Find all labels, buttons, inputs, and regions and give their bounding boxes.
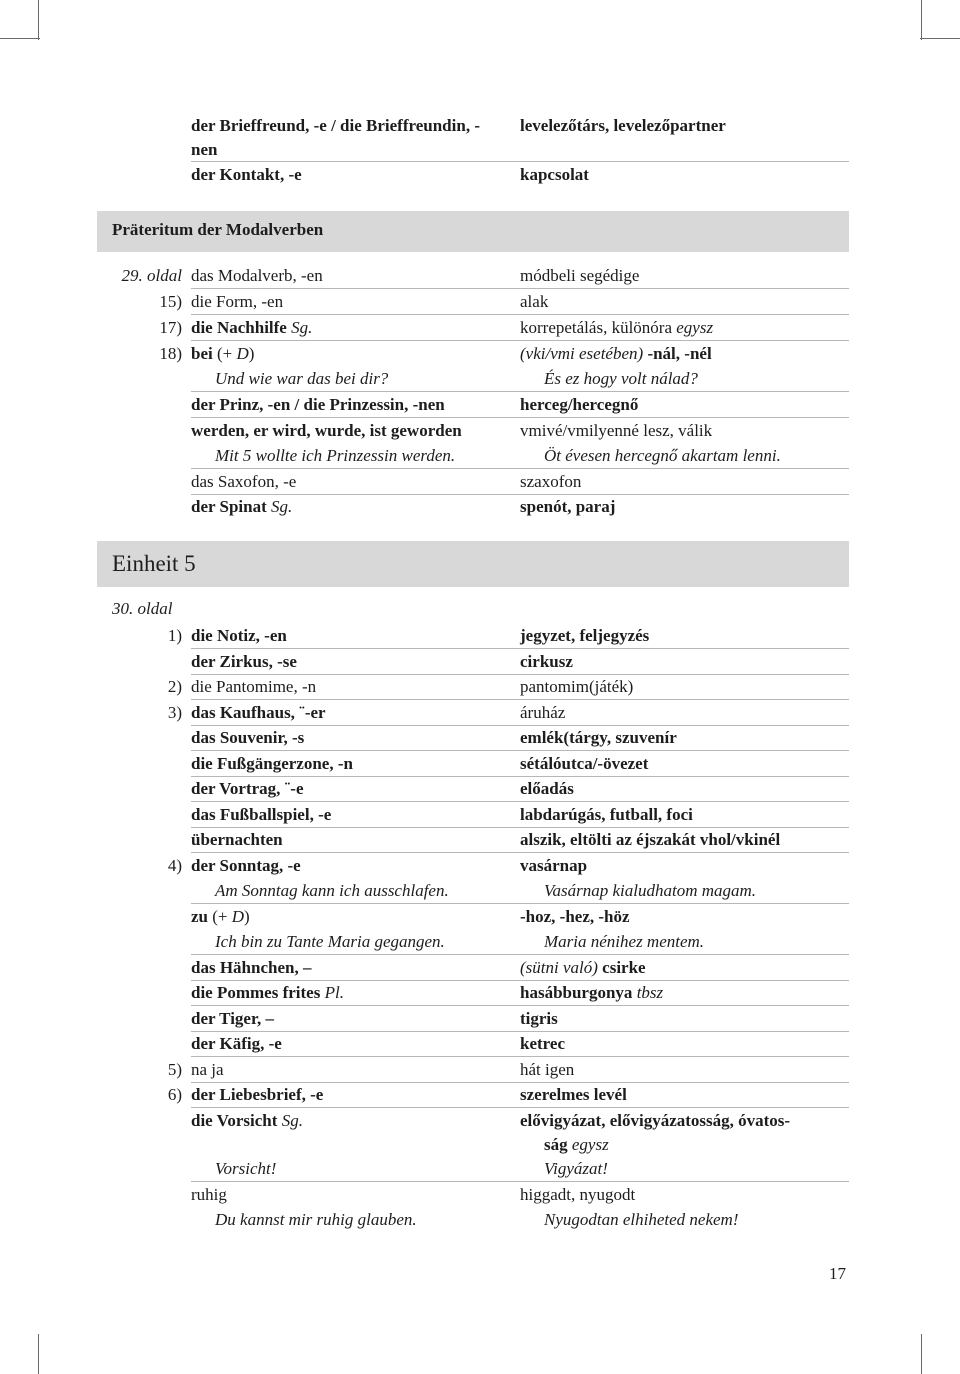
hungarian-term: Vasárnap kialudhatom magam.	[544, 881, 757, 900]
hungarian-term: szerelmes levél	[520, 1085, 627, 1104]
hungarian-term: spenót, paraj	[520, 497, 616, 516]
german-term: Mit 5 wollte ich Prinzessin werden.	[215, 446, 456, 465]
row-divider	[191, 161, 849, 162]
hungarian-term: hasábburgonya tbsz	[520, 983, 664, 1002]
hungarian-term: Nyugodtan elhiheted nekem!	[544, 1210, 739, 1229]
german-term: das Kaufhaus, ¨-er	[191, 703, 326, 722]
hungarian-term: -hoz, -hez, -höz	[520, 907, 630, 926]
vocab-row	[112, 1083, 849, 1108]
hungarian-term: És ez hogy volt nálad?	[544, 369, 698, 388]
crop-mark	[920, 38, 960, 39]
vocab-row	[112, 675, 849, 700]
exercise-number: 3)	[167, 703, 182, 722]
row-divider	[191, 750, 849, 751]
crop-mark	[921, 0, 922, 40]
hungarian-term: Maria nénihez mentem.	[544, 932, 705, 951]
vocab-row	[112, 1109, 849, 1157]
german-term: die Form, -en	[191, 292, 284, 311]
page-number: 17	[829, 1264, 846, 1283]
vocab-row	[112, 419, 849, 444]
exercise-number: 17)	[159, 318, 182, 337]
vocab-row	[112, 854, 849, 879]
row-divider	[191, 288, 849, 289]
hungarian-term: pantomim(játék)	[520, 677, 634, 696]
exercise-number: 6)	[167, 1085, 182, 1104]
row-divider	[191, 391, 849, 392]
german-term: der Spinat Sg.	[191, 497, 293, 516]
german-term: der Tiger, –	[191, 1009, 274, 1028]
vocab-row	[112, 367, 849, 392]
section-header-bar	[97, 211, 849, 252]
row-divider	[191, 1107, 849, 1108]
vocab-row	[112, 828, 849, 853]
vocab-row	[112, 650, 849, 675]
hungarian-term: herceg/hercegnő	[520, 395, 639, 414]
hungarian-term: higgadt, nyugodt	[520, 1185, 636, 1204]
german-term: na ja	[191, 1060, 224, 1079]
german-term: das Souvenir, -s	[191, 728, 305, 747]
hungarian-term: hát igen	[520, 1060, 575, 1079]
vocab-row	[112, 1208, 849, 1233]
row-divider	[191, 648, 849, 649]
german-term: ruhig	[191, 1185, 227, 1204]
hungarian-term: sétálóutca/-övezet	[520, 754, 649, 773]
vocab-row	[112, 752, 849, 777]
exercise-number: 2)	[167, 677, 182, 696]
crop-mark	[38, 0, 39, 40]
german-term: übernachten	[191, 830, 283, 849]
german-term	[191, 114, 506, 162]
exercise-number: 4)	[167, 856, 182, 875]
german-term: der Kontakt, -e	[191, 165, 302, 184]
vocab-row	[112, 264, 849, 289]
page-reference: 30. oldal	[112, 599, 173, 618]
vocab-row	[112, 879, 849, 904]
vocab-row	[112, 701, 849, 726]
row-divider	[191, 314, 849, 315]
row-divider	[191, 468, 849, 469]
german-term: der Vortrag, ¨-e	[191, 779, 304, 798]
row-divider	[191, 340, 849, 341]
vocab-row	[112, 163, 849, 189]
vocab-row	[112, 316, 849, 341]
vocab-row	[112, 342, 849, 367]
hungarian-term: tigris	[520, 1009, 558, 1028]
row-divider	[191, 1005, 849, 1006]
hungarian-term: előadás	[520, 779, 574, 798]
vocab-row	[112, 981, 849, 1006]
hungarian-term: emlék(tárgy, szuvenír	[520, 728, 677, 747]
vocab-row	[112, 1157, 849, 1182]
row-divider	[191, 699, 849, 700]
vocab-row	[112, 726, 849, 751]
vocab-row	[112, 470, 849, 495]
german-term: der Liebesbrief, -e	[191, 1085, 324, 1104]
vocab-row	[112, 1183, 849, 1208]
hungarian-term: kapcsolat	[520, 165, 589, 184]
german-term: Du kannst mir ruhig glauben.	[215, 1210, 417, 1229]
hungarian-term: alszik, eltölti az éjszakát vhol/vkinél	[520, 830, 781, 849]
section-title: Präteritum der Modalverben	[112, 220, 324, 239]
hungarian-term: elővigyázat, elővigyázatosság, óvatos- ság egysz	[520, 1111, 791, 1154]
crop-mark	[38, 1334, 39, 1374]
hungarian-term: vmivé/vmilyenné lesz, válik	[520, 421, 713, 440]
german-term: der Käfig, -e	[191, 1034, 282, 1053]
german-term: das Hähnchen, –	[191, 958, 312, 977]
german-term: zu (+ D)	[191, 907, 250, 926]
hungarian-term: jegyzet, feljegyzés	[520, 626, 650, 645]
hungarian-term: módbeli segédige	[520, 266, 640, 285]
vocab-row	[112, 114, 849, 162]
row-divider	[191, 417, 849, 418]
row-divider	[191, 852, 849, 853]
german-term: Am Sonntag kann ich ausschlafen.	[215, 881, 449, 900]
vocab-row	[112, 290, 849, 315]
row-divider	[191, 1181, 849, 1182]
exercise-number: 18)	[159, 344, 182, 363]
hungarian-term: Vigyázat!	[544, 1159, 608, 1178]
vocab-row	[112, 495, 849, 520]
german-term: Und wie war das bei dir?	[215, 369, 389, 388]
german-term: die Notiz, -en	[191, 626, 287, 645]
hungarian-term: szaxofon	[520, 472, 582, 491]
hungarian-term: vasárnap	[520, 856, 588, 875]
vocab-row	[112, 905, 849, 930]
german-term: werden, er wird, wurde, ist geworden	[191, 421, 462, 440]
vocab-row	[112, 393, 849, 418]
row-divider	[191, 954, 849, 955]
vocab-row	[112, 1032, 849, 1057]
hungarian-term: Öt évesen hercegnő akartam lenni.	[544, 446, 781, 465]
german-term: das Modalverb, -en	[191, 266, 323, 285]
row-divider	[191, 903, 849, 904]
german-term: das Fußballspiel, -e	[191, 805, 332, 824]
vocab-row	[112, 624, 849, 649]
hungarian-term: (sütni való) csirke	[520, 958, 646, 977]
german-term: der Zirkus, -se	[191, 652, 297, 671]
german-term: die Pommes frites Pl.	[191, 983, 344, 1002]
chapter-title: Einheit 5	[112, 551, 196, 576]
hungarian-term: korrepetálás, különóra egysz	[520, 318, 714, 337]
crop-mark	[921, 1334, 922, 1374]
german-text: der Brieffreund, -e / die Brieffreundin, -nen	[191, 116, 480, 159]
vocab-row	[112, 1058, 849, 1083]
german-term: die Pantomime, -n	[191, 677, 317, 696]
vocab-row	[112, 777, 849, 802]
exercise-number: 1)	[167, 626, 182, 645]
german-term: Ich bin zu Tante Maria gegangen.	[215, 932, 445, 951]
vocab-row	[112, 444, 849, 469]
chapter-header-bar	[97, 541, 849, 587]
row-divider	[191, 1056, 849, 1057]
hungarian-term: labdarúgás, futball, foci	[520, 805, 693, 824]
exercise-number: 5)	[167, 1060, 182, 1079]
row-divider	[191, 801, 849, 802]
vocab-row	[112, 956, 849, 981]
hungarian-term: (vki/vmi esetében) -nál, -nél	[520, 344, 712, 363]
exercise-number: 29. oldal	[121, 266, 182, 285]
german-term: Vorsicht!	[215, 1159, 277, 1178]
vocab-row	[112, 930, 849, 955]
german-term: die Fußgängerzone, -n	[191, 754, 353, 773]
hungarian-term: áruház	[520, 703, 566, 722]
hungarian-term: levelezőtárs, levelezőpartner	[520, 116, 726, 135]
vocab-row	[112, 803, 849, 828]
german-term: die Nachhilfe Sg.	[191, 318, 313, 337]
german-term: der Prinz, -en / die Prinzessin, -nen	[191, 395, 445, 414]
crop-mark	[0, 38, 40, 39]
hungarian-term: alak	[520, 292, 549, 311]
german-term: bei (+ D)	[191, 344, 255, 363]
vocab-row	[112, 1007, 849, 1032]
exercise-number: 15)	[159, 292, 182, 311]
german-term: das Saxofon, -e	[191, 472, 297, 491]
german-term: der Sonntag, -e	[191, 856, 301, 875]
hungarian-term: cirkusz	[520, 652, 573, 671]
german-term: die Vorsicht Sg.	[191, 1111, 303, 1130]
hungarian-term: ketrec	[520, 1034, 565, 1053]
